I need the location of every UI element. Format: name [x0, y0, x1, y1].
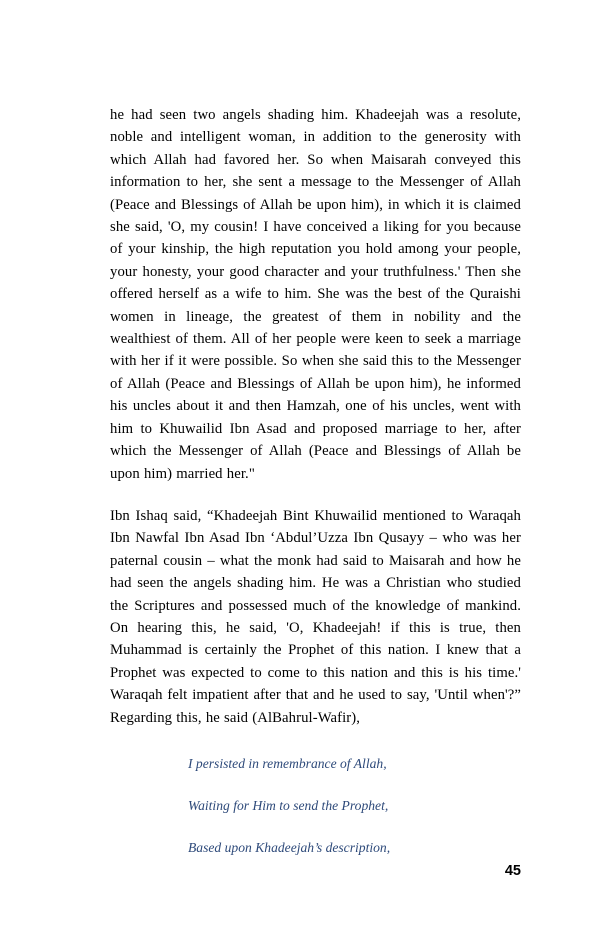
verse-line: Waiting for Him to send the Prophet,	[188, 797, 389, 813]
body-paragraph: he had seen two angels shading him. Khadeejah was a resolute, noble and intelligent woman, in addition to the generosity with which Allah had favored her. So when Maisarah conveyed this information to her, she sent a message to the Messenger of Allah (Peace and Blessings of Allah be upon him), in which it is claimed she said, 'O, my cousin! I have conceived a liking for you because of your kinship, the high reputation you hold among your people, your honesty, your good character and your truthfulness.' Then she offered herself as a wife to him. She was the best of the Quraishi women in lineage, the greatest of them in nobility and the wealthiest of them. All of her people were keen to seek a marriage with her if it were possible. So when she said this to the Messenger of Allah (Peace and Blessings of Allah be upon him), he informed his uncles about it and then Hamzah, one of his uncles, went with him to Khuwailid Ibn Asad and proposed marriage to her, after which the Messenger of Allah (Peace and Blessings of Allah be upon him) married her."	[110, 107, 521, 482]
page-number: 45	[504, 863, 521, 879]
verse-line: Based upon Khadeejah’s description,	[188, 839, 391, 855]
verse-line: I persisted in remembrance of Allah,	[188, 755, 387, 771]
verse-block	[110, 755, 521, 857]
body-paragraph: Ibn Ishaq said, “Khadeejah Bint Khuwailid mentioned to Waraqah Ibn Nawfal Ibn Asad Ibn ‘Abdul’Uzza Ibn Qusayy – who was her paternal cousin – what the monk had said to Maisarah and how he had seen the angels shading him. He was a Christian who studied the Scriptures and possessed much of the knowledge of mankind. On hearing this, he said, 'O, Khadeejah! if this is true, then Muhammad is certainly the Prophet of this nation. I knew that a Prophet was expected to come to this nation and this is his time.' Waraqah felt impatient after that and he used to say, 'Until when'?” Regarding this, he said (AlBahrul-Wafir),	[110, 507, 521, 726]
